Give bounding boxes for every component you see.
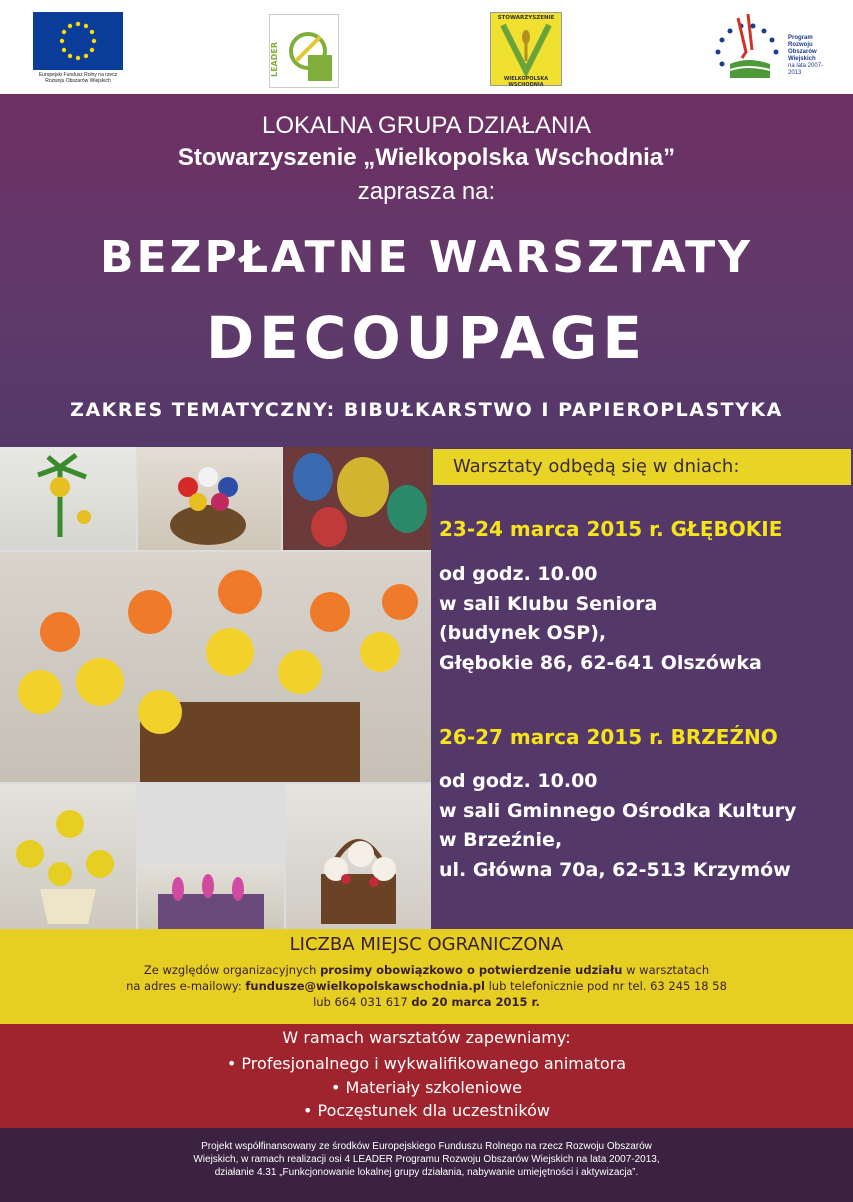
event-type-title: BEZPŁATNE WARSZTATY	[99, 232, 754, 283]
photo-crocus-basket	[138, 864, 284, 929]
notice-text: lub 664 031 617	[313, 995, 412, 1009]
photo-white-flowers-basket	[286, 784, 431, 929]
photo-basket-flowers	[138, 447, 281, 550]
event2-details	[439, 767, 796, 886]
event-main-title: DECOUPAGE	[205, 304, 648, 372]
event-info-panel	[431, 447, 853, 929]
notice-text: lub telefonicznie pod nr tel. 63 245 18 58	[484, 979, 727, 993]
prow-line: Program	[788, 35, 813, 41]
funding-line: Wiejskich, w ramach realizacji osi 4 LEADER Programu Rozwoju Obszarów Wiejskich na lata 2007-2013,	[193, 1154, 660, 1165]
prow-line: na lata 2007-2013	[788, 63, 824, 76]
prow-line: Obszarów	[788, 49, 817, 55]
prow-line: Rozwoju	[788, 42, 813, 48]
photo-easter-eggs	[283, 447, 431, 550]
wielkopolska-wschodnia-logo	[490, 12, 562, 86]
provides-item: • Materiały szkoleniowe	[331, 1078, 522, 1097]
event2-line: ul. Główna 70a, 62-513 Krzymów	[439, 859, 791, 882]
photo-yellow-flowers-pot	[0, 784, 136, 929]
sww-top-text: STOWARZYSZENIE	[497, 15, 555, 21]
notice-text: Ze względów organizacyjnych	[143, 963, 321, 977]
eu-caption: Europejski Fundusz Rolny na rzecz Rozwoju Obszarów Wiejskich	[38, 72, 118, 84]
photo-collage	[0, 447, 431, 929]
event2-date: 26-27 marca 2015 r. BRZEŹNO	[439, 725, 778, 749]
sww-bottom-text: WIELKOPOLSKA WSCHODNIA	[503, 76, 549, 88]
provides-item: • Profesjonalnego i wykwalifikowanego animatora	[226, 1054, 627, 1073]
notice-emphasis: prosimy obowiązkowo o potwierdzenie udziału	[320, 963, 623, 977]
dates-header-text: Warsztaty odbędą się w dniach:	[453, 456, 740, 477]
event1-line: (budynek OSP),	[439, 622, 607, 645]
funding-line: Projekt współfinansowany ze środków Europejskiego Funduszu Rolnego na rzecz Rozwoju Obszarów	[201, 1141, 652, 1152]
event2-line: w sali Gminnego Ośrodka Kultury	[439, 799, 797, 822]
event2-line: w Brzeźnie,	[439, 829, 563, 852]
prow-logo	[708, 12, 828, 86]
contact-email-link[interactable]: fundusze@wielkopolskawschodnia.pl	[245, 979, 485, 993]
event1-line: Głębokie 86, 62-641 Olszówka	[439, 652, 762, 675]
organization-type: LOKALNA GRUPA DZIAŁANIA	[261, 112, 591, 139]
funding-line: działanie 4.31 „Funkcjonowanie lokalnej grupy działania, nabywanie umiejętności i aktywizacja”.	[214, 1167, 639, 1178]
prow-line: Wiejskich	[788, 56, 816, 62]
notice-deadline: do 20 marca 2015 r.	[411, 995, 540, 1009]
provides-section	[0, 1024, 853, 1128]
dates-header-band	[433, 449, 851, 485]
registration-text	[0, 962, 853, 1010]
topic-scope: ZAKRES TEMATYCZNY: BIBUŁKARSTWO I PAPIEROPLASTYKA	[70, 399, 783, 421]
provides-item: • Poczęstunek dla uczestników	[303, 1101, 550, 1120]
photo-tulips-basket	[0, 552, 431, 782]
funding-footer	[0, 1128, 853, 1202]
limited-seats-title: LICZBA MIEJSC OGRANICZONA	[289, 934, 564, 955]
notice-line-1	[0, 962, 853, 978]
notice-text: na adres e-mailowy:	[126, 979, 246, 993]
invitation-text: zaprasza na:	[357, 178, 496, 205]
leader-logo	[269, 14, 339, 88]
event2-line: od godz. 10.00	[439, 770, 598, 792]
leader-text: LEADER	[270, 41, 279, 77]
provides-title: W ramach warsztatów zapewniamy:	[282, 1028, 571, 1047]
registration-notice	[0, 929, 853, 1024]
event1-date: 23-24 marca 2015 r. GŁĘBOKIE	[439, 517, 783, 541]
event1-line: od godz. 10.00	[439, 563, 598, 585]
event1-details	[439, 560, 762, 679]
organization-name: Stowarzyszenie „Wielkopolska Wschodnia”	[177, 144, 676, 171]
notice-text: w warsztatach	[622, 963, 710, 977]
eu-flag-logo	[33, 12, 123, 70]
header-section	[0, 94, 853, 447]
notice-line-2	[0, 978, 853, 994]
event1-line: w sali Klubu Seniora	[439, 592, 658, 615]
prow-text	[788, 35, 828, 77]
funding-text	[0, 1140, 853, 1179]
notice-line-3	[0, 994, 853, 1010]
logo-bar	[0, 0, 853, 94]
photo-green-flower	[0, 447, 136, 550]
